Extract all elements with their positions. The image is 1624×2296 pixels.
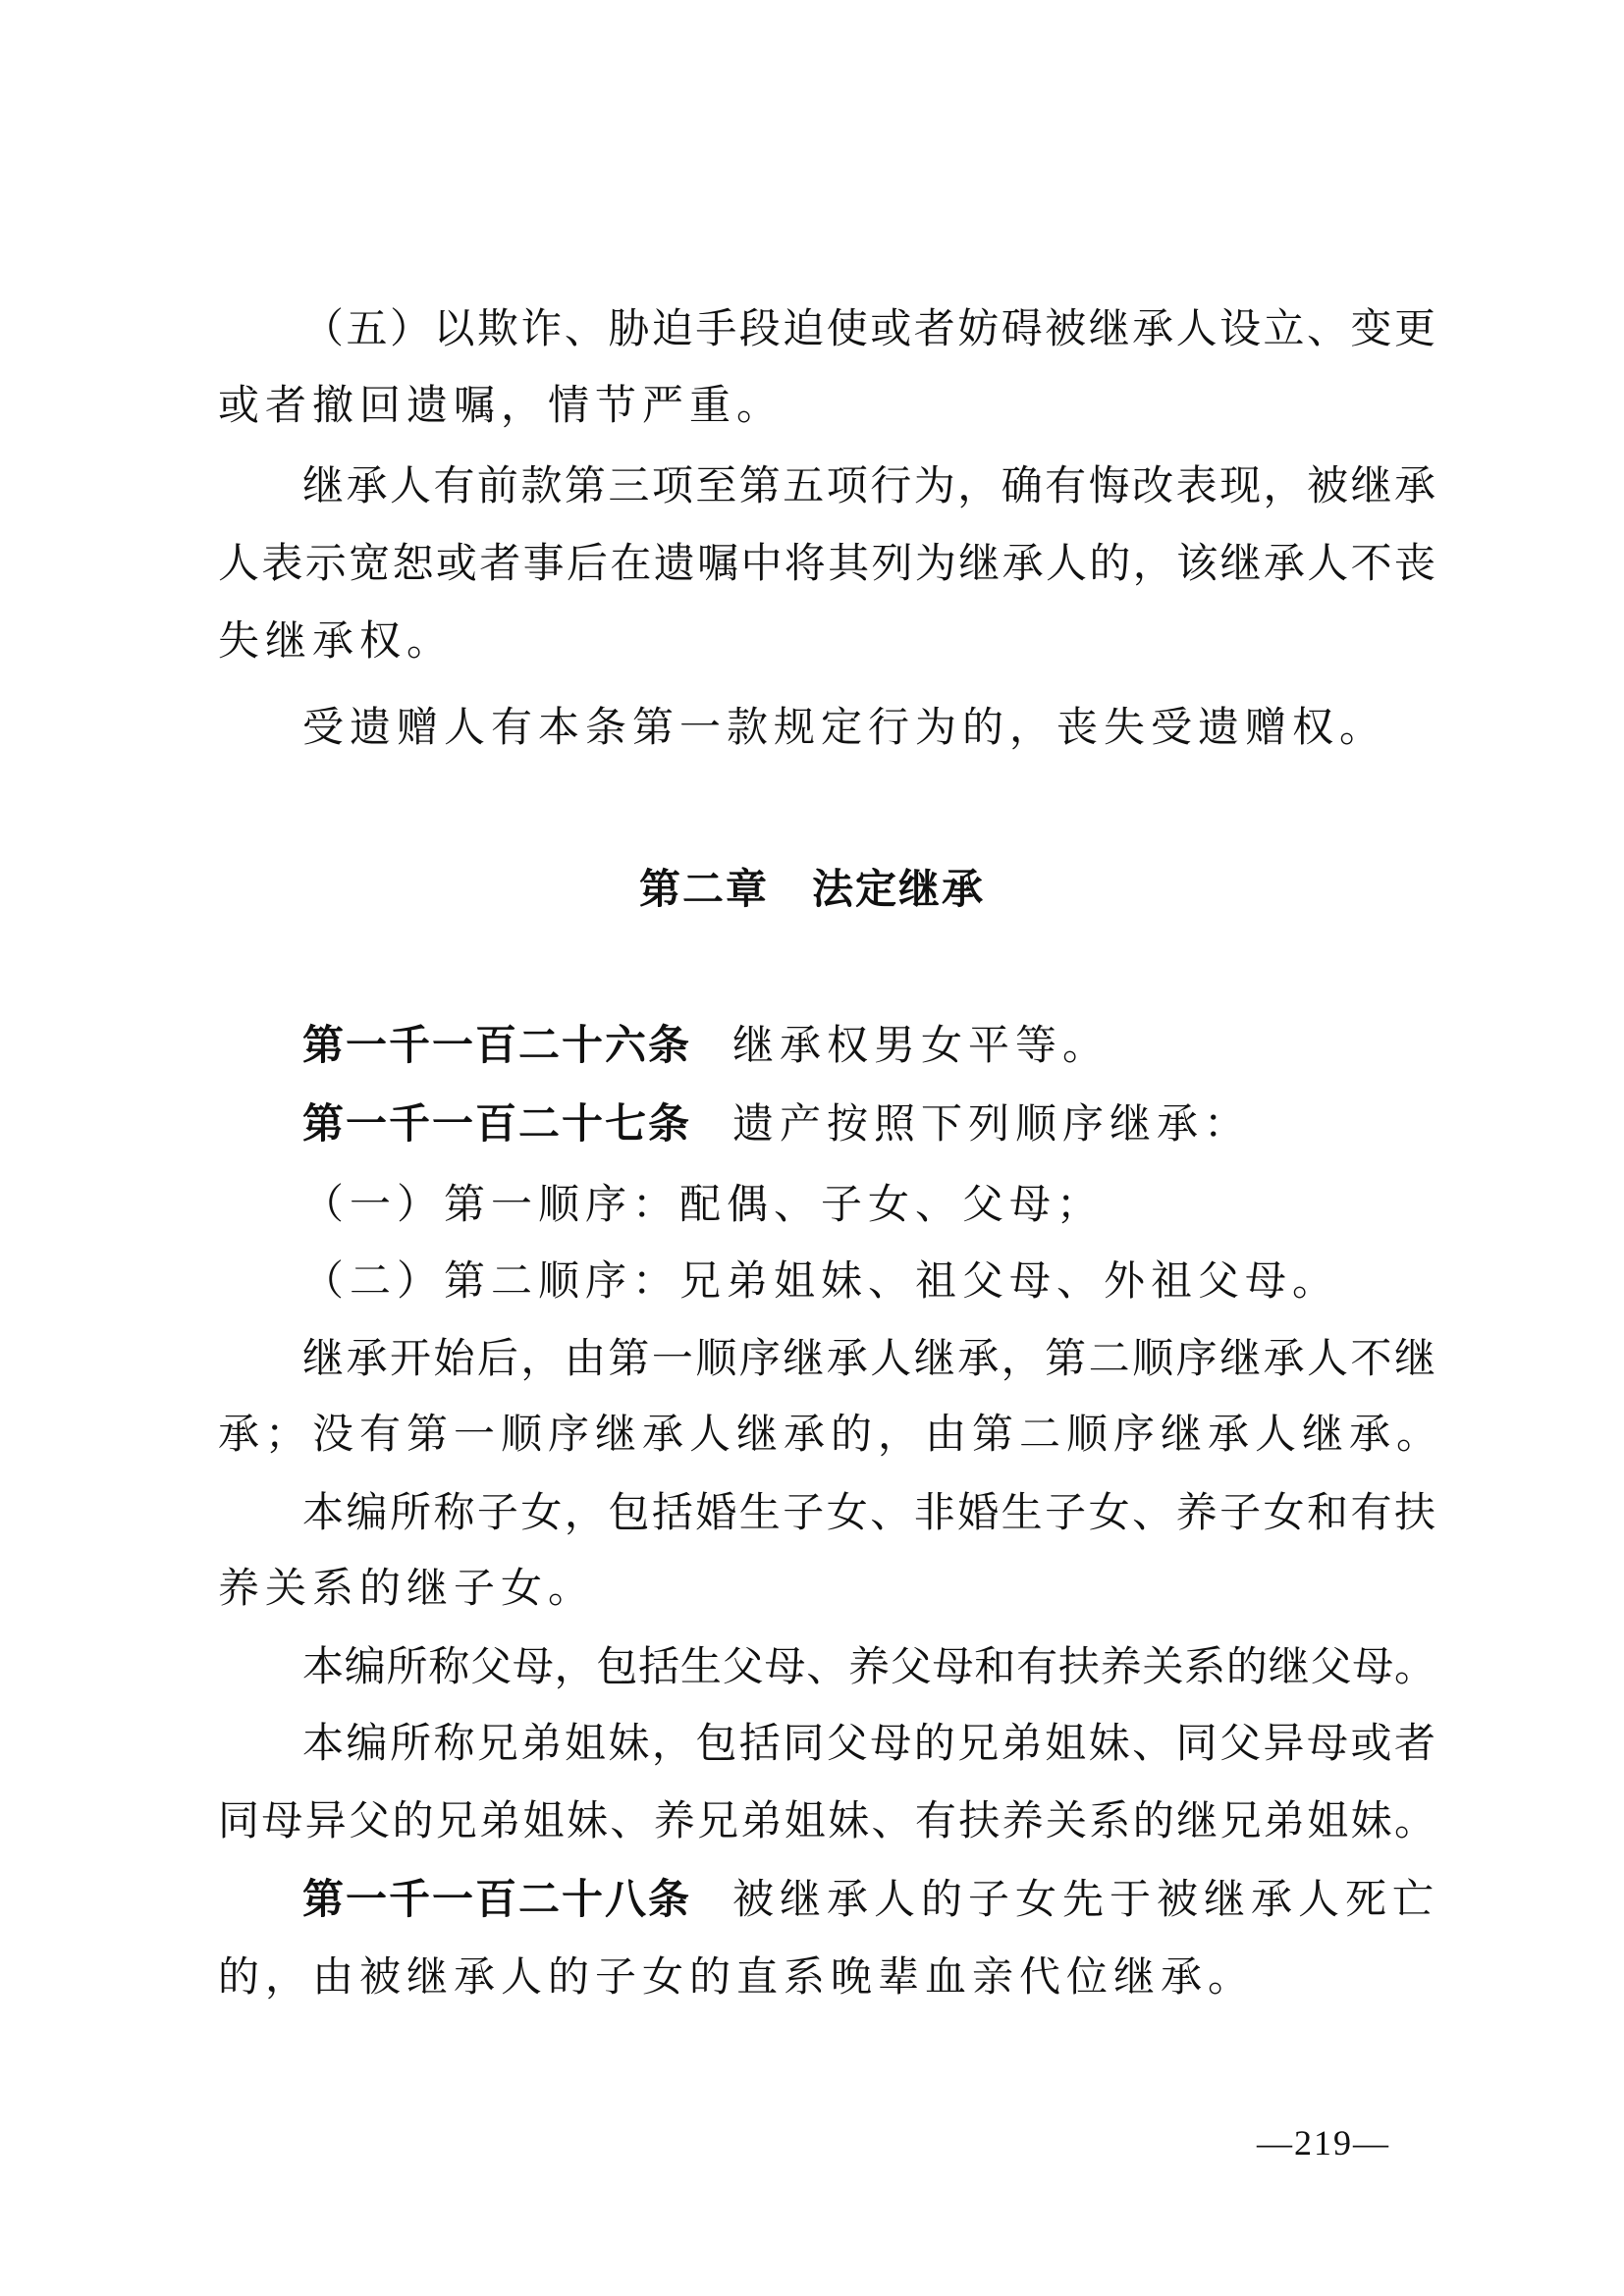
paragraph-line: 受遗赠人有本条第一款规定行为的，丧失受遗赠权。	[302, 703, 1387, 751]
paragraph-line: 失继承权。	[218, 616, 455, 665]
article-text: 遗产按照下列顺序继承：	[732, 1099, 1252, 1148]
paragraph-line: 或者撤回遗嘱，情节严重。	[218, 381, 785, 429]
paragraph-line: 养关系的继子女。	[218, 1564, 596, 1612]
chapter-heading: 第二章 法定继承	[638, 865, 985, 913]
paragraph-line: 的，由被继承人的子女的直系晚辈血亲代位继承。	[218, 1952, 1256, 2001]
article-1126	[302, 1017, 1435, 1074]
list-item: （二）第二顺序：兄弟姐妹、祖父母、外祖父母。	[302, 1256, 1340, 1305]
article-label: 第一千一百二十八条	[302, 1875, 692, 1923]
paragraph-line: 人表示宽恕或者事后在遗嘱中将其列为继承人的，该继承人不丧	[218, 539, 1435, 587]
article-1127	[302, 1095, 1435, 1152]
page-number: —219—	[1257, 2123, 1390, 2163]
article-1128	[302, 1871, 1440, 1928]
paragraph-line: 继承人有前款第三项至第五项行为，确有悔改表现，被继承	[302, 461, 1435, 509]
paragraph-line: 同母异父的兄弟姐妹、养兄弟姐妹、有扶养关系的继兄弟姐妹。	[218, 1796, 1435, 1844]
paragraph-line: 继承开始后，由第一顺序继承人继承，第二顺序继承人不继	[302, 1334, 1435, 1382]
paragraph-line: 本编所称子女，包括婚生子女、非婚生子女、养子女和有扶	[302, 1488, 1435, 1536]
article-label: 第一千一百二十六条	[302, 1021, 692, 1069]
article-text: 继承权男女平等。	[732, 1021, 1110, 1069]
article-label: 第一千一百二十七条	[302, 1099, 692, 1148]
paragraph-line: 本编所称父母，包括生父母、养父母和有扶养关系的继父母。	[302, 1642, 1435, 1690]
article-text: 被继承人的子女先于被继承人死亡	[732, 1875, 1440, 1923]
paragraph-line: 本编所称兄弟姐妹，包括同父母的兄弟姐妹、同父异母或者	[302, 1719, 1435, 1767]
paragraph-line: 承；没有第一顺序继承人继承的，由第二顺序继承人继承。	[218, 1410, 1444, 1458]
list-item: （一）第一顺序：配偶、子女、父母；	[302, 1180, 1105, 1228]
paragraph-line: （五）以欺诈、胁迫手段迫使或者妨碍被继承人设立、变更	[302, 304, 1435, 352]
